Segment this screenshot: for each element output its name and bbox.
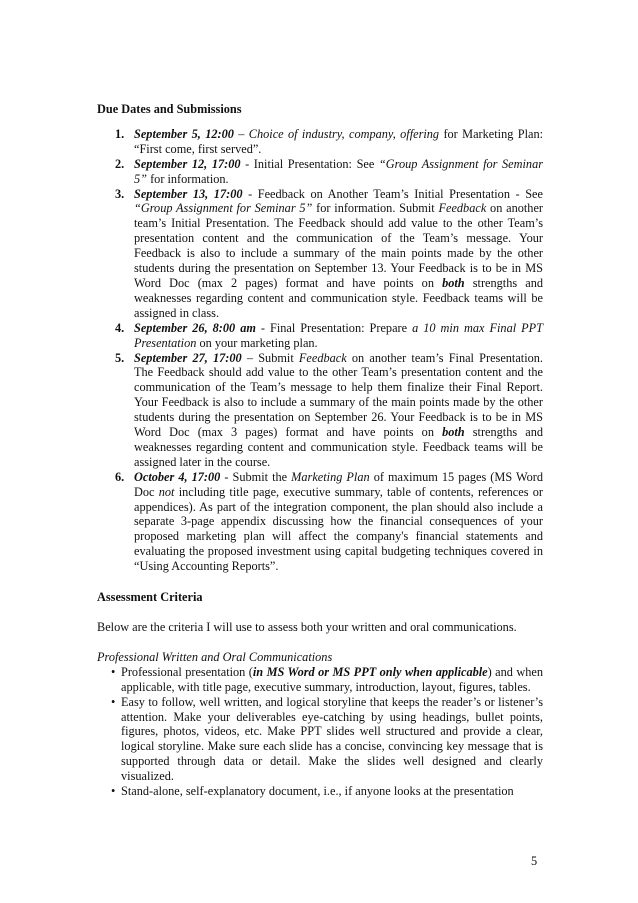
- item-number: 3.: [115, 186, 125, 201]
- text-run: September 27, 17:00: [134, 350, 242, 365]
- due-date-item: [97, 470, 543, 574]
- item-number: 4.: [115, 320, 125, 335]
- item-number: 5.: [115, 350, 125, 365]
- item-number: 6.: [115, 469, 125, 484]
- text-run: September 13, 17:00: [134, 186, 243, 201]
- text-run: strengths and weaknesses regarding content and communication style. Feedback teams will be assigned in class.: [134, 275, 543, 320]
- criteria-item: [97, 784, 543, 799]
- text-run: October 4, 17:00: [134, 469, 221, 484]
- text-run: for information. Submit: [312, 201, 439, 216]
- text-run: September 12, 17:00: [134, 156, 241, 171]
- text-run: - Submit the: [220, 469, 292, 484]
- due-dates-list: [97, 127, 543, 574]
- bullet-icon: •: [111, 664, 116, 679]
- text-run: Choice of industry, company, offering: [248, 126, 440, 141]
- criteria-item: [97, 665, 543, 695]
- due-date-item: [97, 351, 543, 470]
- text-run: including title page, executive summary, table of contents, references or appendices). As part of the integration component, the plan should also include a separate 3-page appendix discussing how the financial consequences of your proposed marketing plan will affect the company's financial statements and evaluating the proposed investment using capital budgeting techniques covered in “Using Accounting Reports”.: [134, 484, 544, 574]
- due-date-item: [97, 187, 543, 321]
- text-run: September 26, 8:00 am: [134, 320, 256, 335]
- assessment-intro: Below are the criteria I will use to assess both your written and oral communications.: [97, 620, 517, 634]
- text-run: - Feedback on Another Team’s Initial Presentation - See: [242, 186, 543, 201]
- due-dates-heading: Due Dates and Submissions: [97, 102, 242, 116]
- text-run: for Marketing Plan: “First come, first served”.: [134, 126, 544, 156]
- due-date-item: [97, 127, 543, 157]
- text-run: “Group Assignment for Seminar 5”: [134, 201, 313, 216]
- criteria-item: [97, 695, 543, 784]
- text-run: –: [233, 126, 249, 141]
- text-run: strengths and weaknesses regarding content and communication style. Feedback teams will be assigned later in the course.: [134, 425, 543, 469]
- text-run: both: [442, 275, 465, 290]
- text-run: of maximum 15 pages (MS Word Doc: [134, 469, 543, 499]
- text-run: Marketing Plan: [291, 469, 370, 484]
- text-run: - Final Presentation: Prepare: [255, 320, 413, 335]
- text-run: ) and when applicable, with title page, executive summary, introduction, layout, figures, tables.: [121, 664, 544, 694]
- professional-communications-subheading: Professional Written and Oral Communications: [97, 649, 333, 664]
- item-number: 2.: [115, 156, 125, 171]
- text-run: for information.: [147, 171, 229, 186]
- bullet-icon: •: [111, 694, 116, 709]
- text-run: on another team’s Initial Presentation. The Feedback should add value to the other Team’s presentation content and the communication of the Team’s message. Your Feedback is also to include a summary of the main points made by the other students during the presentation on September 13. Your Feedback is to be in MS Word Doc (max 2 pages) format and have points on: [134, 201, 543, 290]
- text-run: in MS Word or MS PPT only when applicable: [252, 664, 488, 679]
- text-run: - Initial Presentation: See: [240, 156, 379, 171]
- text-run: on another team’s Final Presentation. The Feedback should add value to the other Team’s presentation content and the communication of the Team’s message to help them finalize their Final Report. Your Feedback is also to include a summary of the main points made by the other students during the presentation on September 26. Your Feedback is to be in MS Word Doc (max 3 pages) format and have points on: [134, 350, 544, 440]
- page-content: [97, 102, 543, 799]
- due-date-item: [97, 157, 543, 187]
- text-run: Feedback: [438, 201, 487, 216]
- item-number: 1.: [115, 126, 125, 141]
- text-run: Professional presentation (: [121, 664, 253, 679]
- text-run: on your marketing plan.: [196, 335, 318, 350]
- text-run: not: [158, 484, 175, 499]
- text-run: a 10 min max Final PPT Presentation: [134, 320, 544, 350]
- text-run: both: [442, 425, 465, 440]
- text-run: Stand-alone, self-explanatory document, i.e., if anyone looks at the presentation: [121, 784, 514, 799]
- text-run: – Submit: [241, 350, 299, 365]
- bullet-icon: •: [111, 784, 116, 799]
- assessment-criteria-heading: Assessment Criteria: [97, 590, 203, 605]
- page-number: 5: [531, 854, 538, 868]
- text-run: September 5, 12:00: [134, 126, 234, 141]
- criteria-bullet-list: [97, 665, 543, 799]
- due-date-item: [97, 321, 543, 351]
- text-run: “Group Assignment for Seminar 5”: [134, 156, 544, 186]
- text-run: Feedback: [298, 350, 347, 365]
- text-run: Easy to follow, well written, and logical storyline that keeps the reader’s or listener’s attention. Make your deliverables eye-catching by using headings, bullet points, figures, photos, videos, etc. Make PPT slides well structured and provide a clear, logical storyline. Make sure each slide has a concise, convincing key message that is supported through data or detail. Make the slides well designed and clearly visualized.: [121, 694, 543, 784]
